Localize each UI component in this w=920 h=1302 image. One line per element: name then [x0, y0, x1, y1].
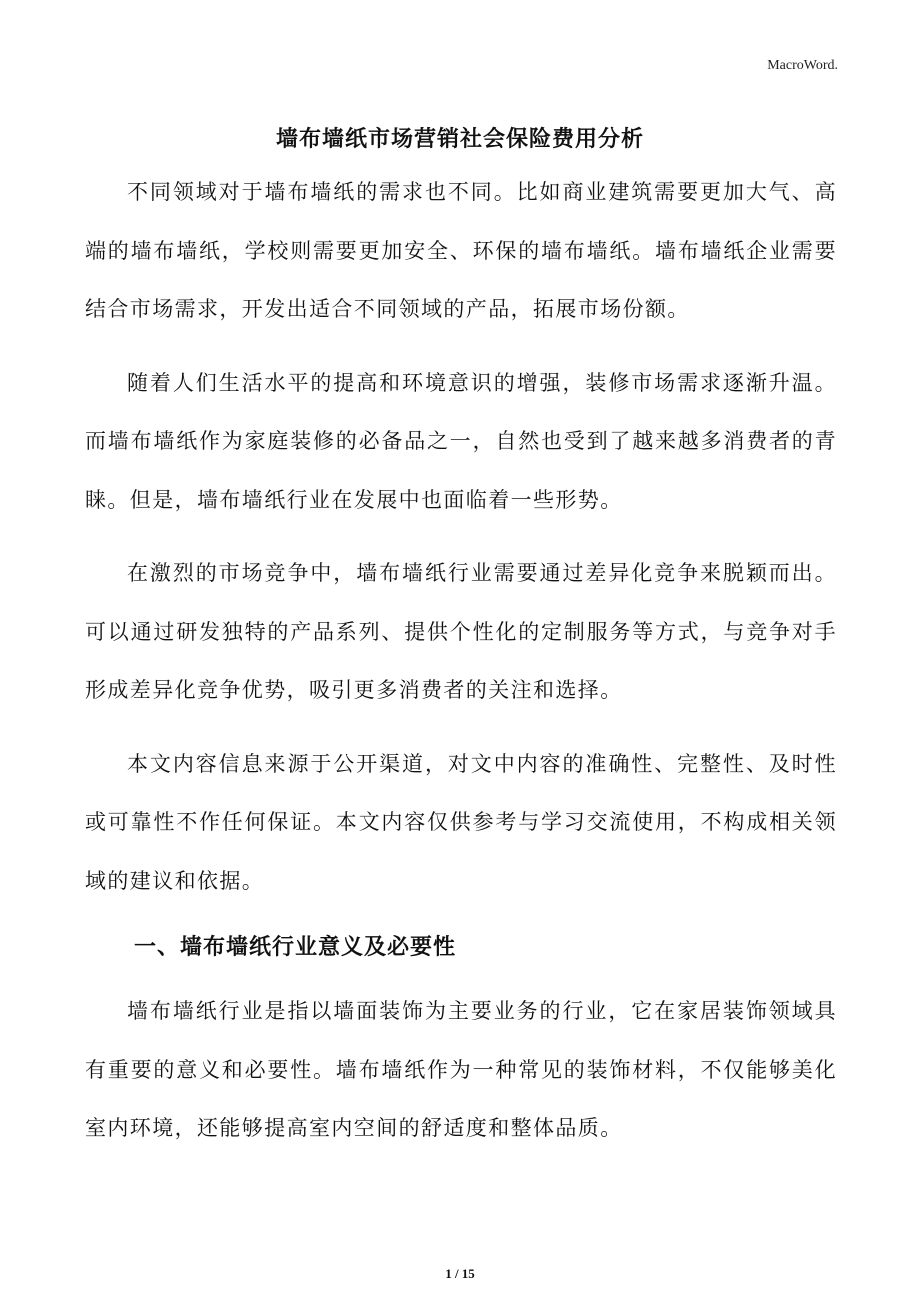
header-brand: MacroWord. — [767, 58, 838, 73]
intro-section — [85, 163, 837, 910]
page-number: 1 / 15 — [445, 1266, 475, 1281]
section-heading: 一、墙布墙纸行业意义及必要性 — [134, 935, 457, 960]
section-paragraph: 墙布墙纸行业是指以墙面装饰为主要业务的行业，它在家居装饰领域具有重要的意义和必要性。墙布墙纸作为一种常见的装饰材料，不仅能够美化室内环境，还能够提高室内空间的舒适度和整体品质。 — [85, 999, 837, 1140]
section-1-body — [85, 982, 837, 1158]
intro-paragraph-2: 随着人们生活水平的提高和环境意识的增强，装修市场需求逐渐升温。而墙布墙纸作为家庭装修的必备品之一，自然也受到了越来越多消费者的青睐。但是，墙布墙纸行业在发展中也面临着一些形势。 — [85, 370, 837, 512]
intro-paragraph-1: 不同领域对于墙布墙纸的需求也不同。比如商业建筑需要更加大气、高端的墙布墙纸，学校则需要更加安全、环保的墙布墙纸。墙布墙纸企业需要结合市场需求，开发出适合不同领域的产品，拓展市场份额。 — [85, 180, 837, 321]
document-title: 墙布墙纸市场营销社会保险费用分析 — [275, 127, 644, 152]
intro-paragraph-3: 在激烈的市场竞争中，墙布墙纸行业需要通过差异化竞争来脱颖而出。可以通过研发独特的产品系列、提供个性化的定制服务等方式，与竞争对手形成差异化竞争优势，吸引更多消费者的关注和选择。 — [85, 561, 837, 702]
intro-paragraph-4: 本文内容信息来源于公开渠道，对文中内容的准确性、完整性、及时性或可靠性不作任何保证。本文内容仅供参考与学习交流使用，不构成相关领域的建议和依据。 — [85, 751, 837, 893]
